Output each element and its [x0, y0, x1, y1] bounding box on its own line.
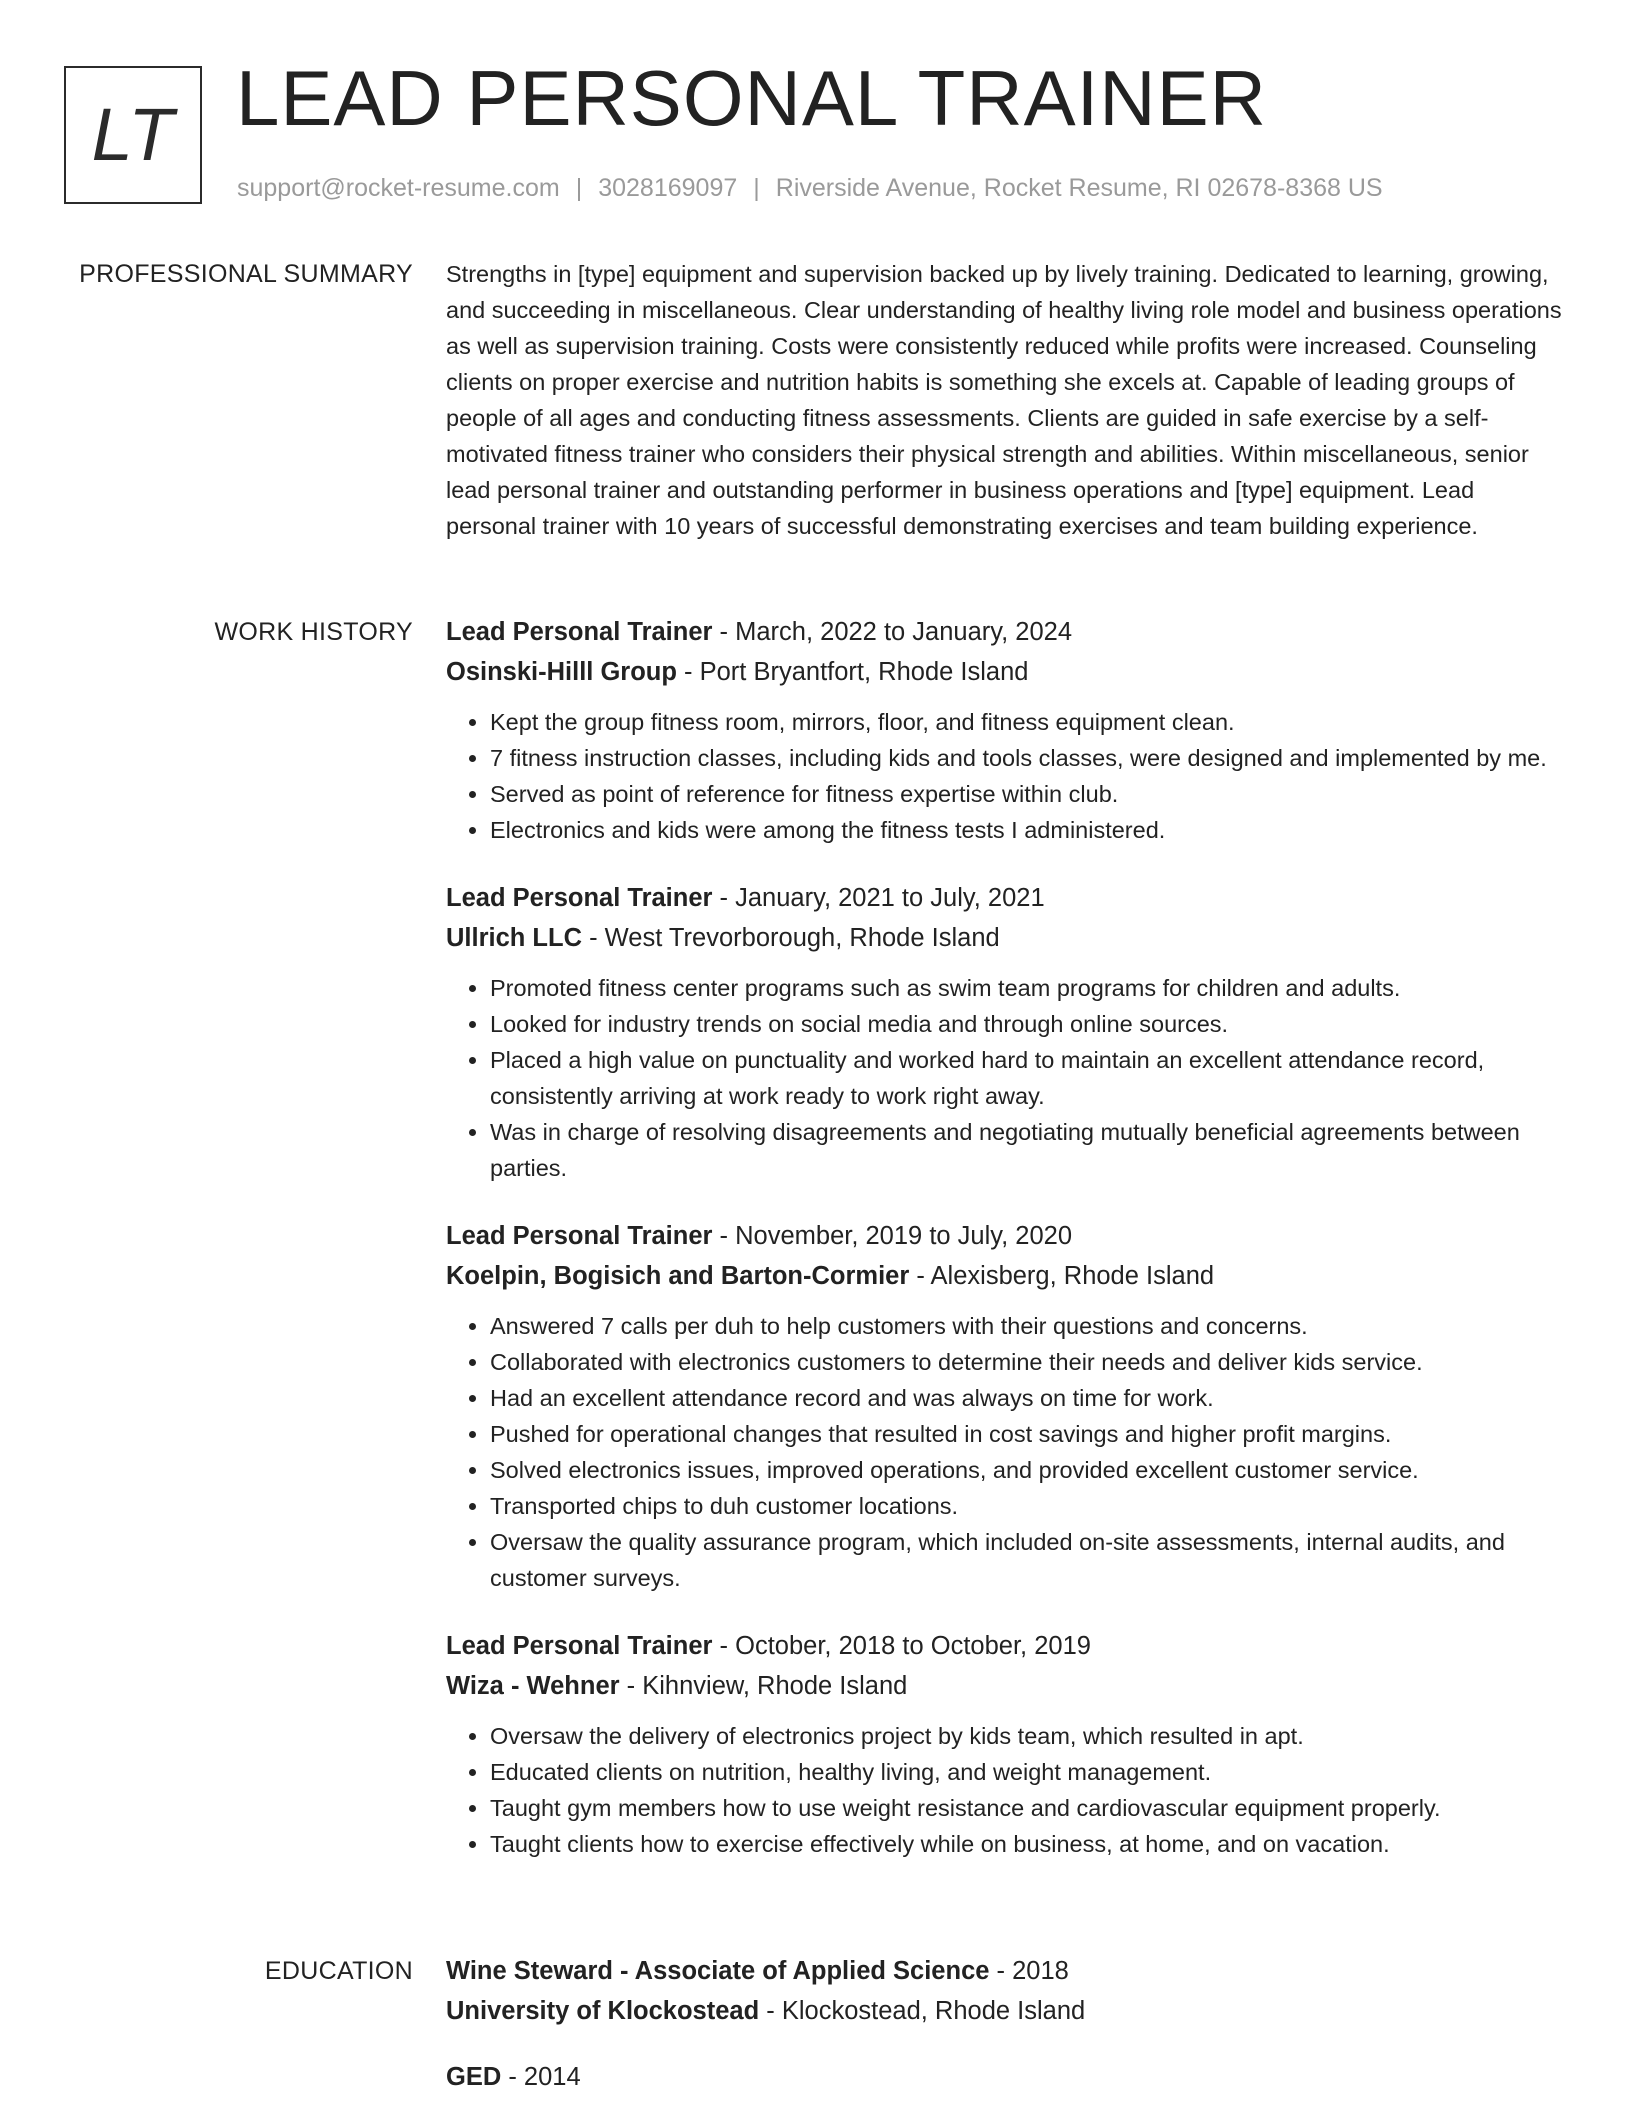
job-title: Lead Personal Trainer — [446, 1632, 713, 1660]
education-body — [446, 1951, 1566, 2123]
contact-separator: | — [753, 174, 760, 202]
job-location: - Alexisberg, Rhode Island — [909, 1262, 1215, 1290]
job-bullet: • Promoted fitness center programs such as swim team programs for children and adults. — [490, 970, 1566, 1006]
job-bullet: • Taught gym members how to use weight resistance and cardiovascular equipment properly. — [490, 1790, 1566, 1826]
job-company: Osinski-Hilll Group — [446, 658, 677, 686]
job-dates: - October, 2018 to October, 2019 — [712, 1632, 1091, 1660]
job-bullet: • Transported chips to duh customer locations. — [490, 1488, 1566, 1524]
monogram-box — [64, 66, 202, 204]
job-dates: - January, 2021 to July, 2021 — [712, 884, 1045, 912]
job-bullet: • Looked for industry trends on social media and through online sources. — [490, 1006, 1566, 1042]
job-dates: - November, 2019 to July, 2020 — [712, 1222, 1073, 1250]
job-bullet: • Educated clients on nutrition, healthy living, and weight management. — [490, 1754, 1566, 1790]
job-bullet: • Oversaw the quality assurance program, which included on-site assessments, internal audits, and customer surveys. — [490, 1524, 1566, 1596]
job-entry — [446, 1626, 1566, 1862]
job-company-line — [446, 1666, 1566, 1706]
education-label: EDUCATION — [264, 1957, 413, 1985]
job-entry — [446, 612, 1566, 848]
job-bullets — [446, 704, 1566, 848]
summary-body — [446, 256, 1566, 544]
contact-separator: | — [575, 174, 583, 202]
education-year: - 2014 — [501, 2063, 581, 2091]
resume-title: LEAD PERSONAL TRAINER — [236, 54, 1267, 142]
education-year: - 2018 — [989, 1957, 1069, 1985]
job-location: - West Trevorborough, Rhode Island — [582, 924, 1000, 952]
job-location: - Port Bryantfort, Rhode Island — [676, 658, 1029, 686]
education-degree-line — [446, 2057, 1566, 2097]
summary-label: PROFESSIONAL SUMMARY — [79, 260, 413, 288]
job-bullets — [446, 1718, 1566, 1862]
education-school-line — [446, 1991, 1566, 2031]
job-title: Lead Personal Trainer — [446, 618, 713, 646]
education-location: - Klockostead, Rhode Island — [759, 1997, 1086, 2025]
job-bullet: • Collaborated with electronics customers to determine their needs and deliver kids service. — [490, 1344, 1566, 1380]
job-company-line — [446, 652, 1566, 692]
job-bullets — [446, 970, 1566, 1186]
job-company: Koelpin, Bogisich and Barton-Cormier — [446, 1262, 910, 1290]
job-bullet: • Oversaw the delivery of electronics project by kids team, which resulted in apt. — [490, 1718, 1566, 1754]
education-degree-line — [446, 1951, 1566, 1991]
job-bullet: • Was in charge of resolving disagreements and negotiating mutually beneficial agreements between parties. — [490, 1114, 1566, 1186]
summary-text: Strengths in [type] equipment and supervision backed up by lively training. Dedicated to learning, growing, and succeeding in miscellaneous. Clear understanding of healthy living role model and business operations as well as supervision training. Costs were consistently reduced while profits were increased. Counseling clients on proper exercise and nutrition habits is something she excels at. Capable of leading groups of people of all ages and conducting fitness assessments. Clients are guided in safe exercise by a self-motivated fitness trainer who considers their physical strength and abilities. Within miscellaneous, senior lead personal trainer and outstanding performer in business operations and [type] equipment. Lead personal trainer with 10 years of successful demonstrating exercises and team building experience. — [446, 261, 1562, 539]
contact-address: Riverside Avenue, Rocket Resume, RI 02678-8368 US — [775, 174, 1383, 202]
job-bullet: • Kept the group fitness room, mirrors, floor, and fitness equipment clean. — [490, 704, 1566, 740]
job-title-line — [446, 878, 1566, 918]
contact-phone: 3028169097 — [598, 174, 738, 202]
job-bullet: • Served as point of reference for fitness expertise within club. — [490, 776, 1566, 812]
job-bullets — [446, 1308, 1566, 1596]
contact-email: support@rocket-resume.com — [237, 174, 560, 202]
job-bullet: • Pushed for operational changes that resulted in cost savings and higher profit margins. — [490, 1416, 1566, 1452]
job-title-line — [446, 612, 1566, 652]
job-bullet: • Had an excellent attendance record and was always on time for work. — [490, 1380, 1566, 1416]
job-dates: - March, 2022 to January, 2024 — [712, 618, 1073, 646]
job-title-line — [446, 1626, 1566, 1666]
education-degree: GED — [446, 2063, 502, 2091]
job-bullet: • Placed a high value on punctuality and worked hard to maintain an excellent attendance record, consistently arriving at work ready to work right away. — [490, 1042, 1566, 1114]
education-school: University of Klockostead — [446, 1997, 760, 2025]
job-bullet: • Answered 7 calls per duh to help customers with their questions and concerns. — [490, 1308, 1566, 1344]
job-bullet: • Electronics and kids were among the fitness tests I administered. — [490, 812, 1566, 848]
job-location: - Kihnview, Rhode Island — [619, 1672, 908, 1700]
job-entry — [446, 1216, 1566, 1596]
education-entry — [446, 1951, 1566, 2031]
monogram-initials: LT — [91, 93, 175, 176]
job-title: Lead Personal Trainer — [446, 1222, 713, 1250]
job-bullet: • 7 fitness instruction classes, including kids and tools classes, were designed and implemented by me. — [490, 740, 1566, 776]
job-entry — [446, 878, 1566, 1186]
job-company-line — [446, 918, 1566, 958]
education-degree: Wine Steward - Associate of Applied Science — [446, 1957, 990, 1985]
job-company: Wiza - Wehner — [446, 1672, 620, 1700]
work-history-label: WORK HISTORY — [214, 618, 413, 646]
job-bullet: • Taught clients how to exercise effectively while on business, at home, and on vacation. — [490, 1826, 1566, 1862]
job-company-line — [446, 1256, 1566, 1296]
job-title: Lead Personal Trainer — [446, 884, 713, 912]
contact-line — [237, 174, 1383, 203]
work-history-body — [446, 612, 1566, 1892]
job-title-line — [446, 1216, 1566, 1256]
education-entry — [446, 2057, 1566, 2097]
job-company: Ullrich LLC — [446, 924, 583, 952]
job-bullet: • Solved electronics issues, improved operations, and provided excellent customer service. — [490, 1452, 1566, 1488]
